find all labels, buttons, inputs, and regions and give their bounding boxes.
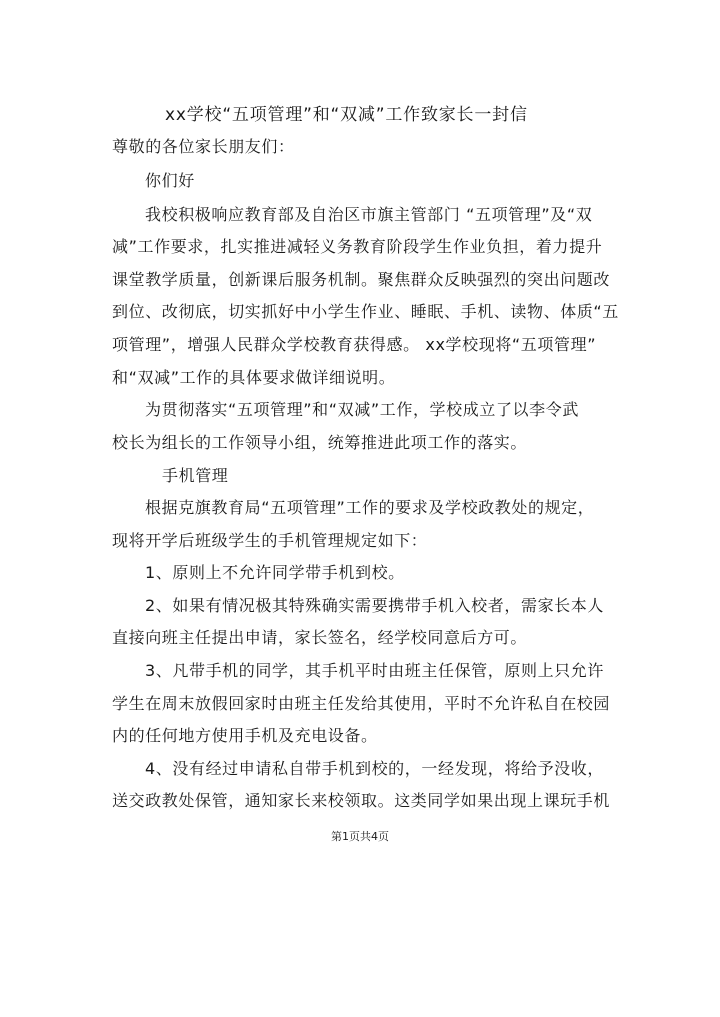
section-heading: 手机管理 <box>162 466 229 485</box>
rule-line: 4、没有经过申请私自带手机到校的，一经发现，将给予没收， <box>145 759 604 778</box>
paragraph-line: 和“双减”工作的具体要求做详细说明。 <box>112 368 396 387</box>
rule-line: 直接向班主任提出申请，家长签名，经学校同意后方可。 <box>112 628 528 647</box>
paragraph-line: 到位、改彻底，切实抓好中小学生作业、睡眠、手机、读物、体质“五 <box>112 302 619 321</box>
rule-line: 1、原则上不允许同学带手机到校。 <box>145 563 405 582</box>
paragraph-line: 项管理”，增强人民群众学校教育获得感。 xx学校现将“五项管理” <box>112 335 597 354</box>
document-title: xx学校“五项管理”和“双减”工作致家长一封信 <box>165 105 528 125</box>
page-footer: 第1页共4页 <box>331 830 389 843</box>
greeting: 你们好 <box>145 171 195 190</box>
paragraph-line: 课堂教学质量，创新课后服务机制。聚焦群众反映强烈的突出问题改 <box>112 270 611 289</box>
rule-line: 内的任何地方使用手机及充电设备。 <box>112 726 378 745</box>
salutation: 尊敬的各位家长朋友们： <box>112 137 295 156</box>
paragraph-line: 我校积极响应教育部及自治区市旗主管部门 “五项管理”及“双 <box>145 205 593 224</box>
rule-line: 2、如果有情况极其特殊确实需要携带手机入校者，需家长本人 <box>145 596 604 615</box>
paragraph-line: 校长为组长的工作领导小组，统筹推进此项工作的落实。 <box>112 433 528 452</box>
paragraph-line: 现将开学后班级学生的手机管理规定如下： <box>112 531 428 550</box>
rule-line: 送交政教处保管，通知家长来校领取。这类同学如果出现上课玩手机 <box>112 791 611 810</box>
paragraph-line: 减”工作要求，扎实推进减轻义务教育阶段学生作业负担，着力提升 <box>112 237 603 256</box>
rule-line: 学生在周末放假回家时由班主任发给其使用，平时不允许私自在校园 <box>112 694 611 713</box>
paragraph-line: 根据克旗教育局“五项管理”工作的要求及学校政教处的规定， <box>145 498 595 517</box>
paragraph-line: 为贯彻落实“五项管理”和“双减”工作，学校成立了以李令武 <box>145 400 579 419</box>
rule-line: 3、凡带手机的同学，其手机平时由班主任保管，原则上只允许 <box>145 661 604 680</box>
